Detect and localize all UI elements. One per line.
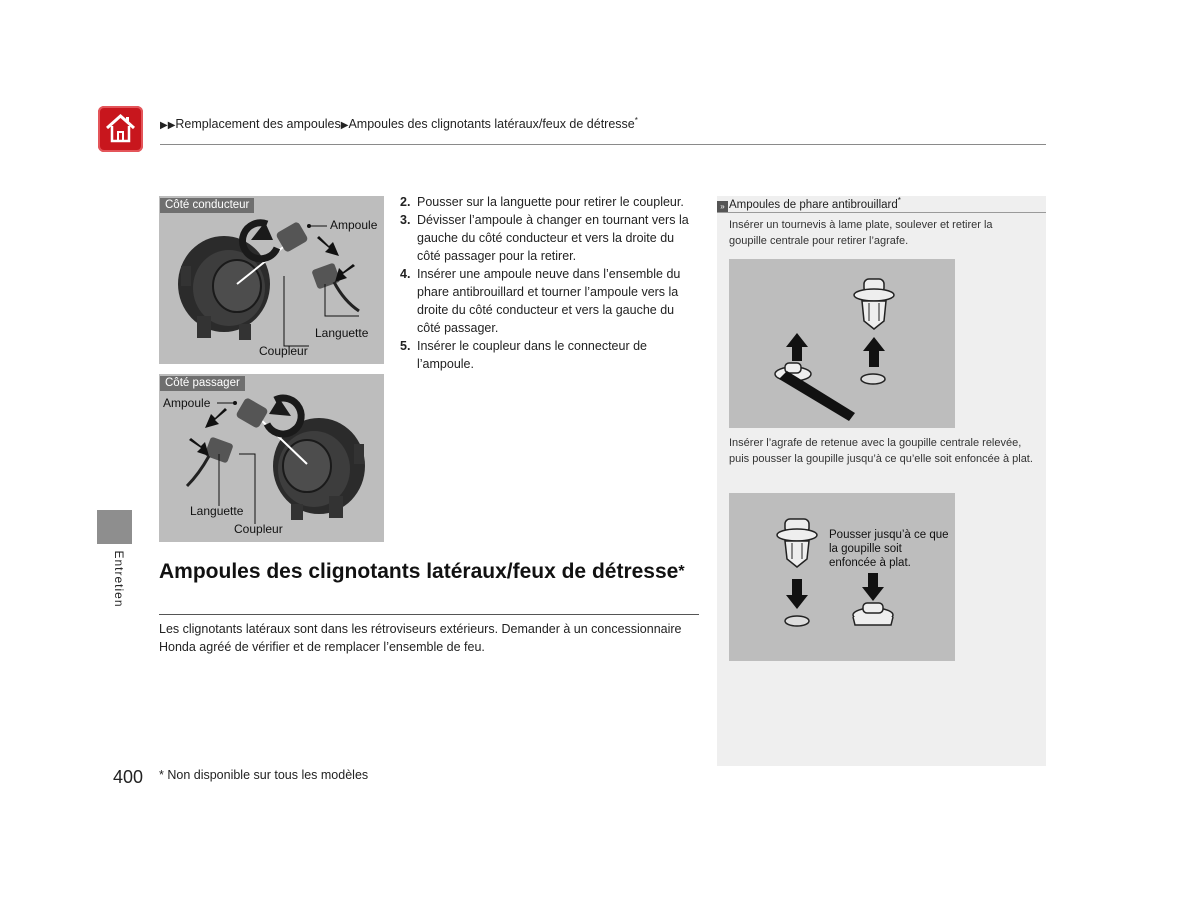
section-divider xyxy=(159,614,699,615)
figure-tag: Côté passager xyxy=(160,376,245,391)
step-item: 3. Dévisser l’ampoule à changer en tournant vers la gauche du côté conducteur et vers la droite du côté passager pour la retirer. xyxy=(400,213,689,263)
section-body: Les clignotants latéraux sont dans les rétroviseurs extérieurs. Demander à un concessionnaire Honda agréé de vérifier et de remplacer l’ensemble de feu. xyxy=(159,622,682,654)
figure-tag: Côté conducteur xyxy=(160,198,254,213)
page-number: 400 xyxy=(113,767,144,787)
push-instruction-label: Pousser jusqu’à ce que la goupille soit enfoncée à plat. xyxy=(829,529,949,569)
clip-insertion-illustration xyxy=(729,493,955,661)
label-bulb: Ampoule xyxy=(330,218,378,232)
breadcrumb-level1[interactable]: Remplacement des ampoules xyxy=(175,117,341,132)
breadcrumb-arrow-icon: ▶ xyxy=(340,120,349,132)
chapter-label: Entretien xyxy=(112,550,126,608)
info-text-remove-clip: Insérer un tournevis à lame plate, soulever et retirer la goupille centrale pour retirer l’agrafe. xyxy=(729,219,993,247)
step-item: 5. Insérer le coupleur dans le connecteur de l’ampoule. xyxy=(400,339,648,371)
home-icon xyxy=(103,111,138,146)
clip-removal-illustration xyxy=(729,259,955,428)
procedure-steps xyxy=(400,193,698,373)
clip-removal-figure xyxy=(729,259,955,428)
section-title: Ampoules des clignotants latéraux/feux de détresse* xyxy=(159,560,685,583)
header-divider xyxy=(160,144,1046,145)
label-coupler: Coupleur xyxy=(234,522,283,536)
info-text-insert-clip: Insérer l’agrafe de retenue avec la goupille centrale relevée, puis pousser la goupille jusqu’à ce qu’elle soit enfoncée à plat. xyxy=(729,437,1033,465)
breadcrumb xyxy=(160,116,638,131)
label-coupler: Coupleur xyxy=(259,344,308,358)
breadcrumb-arrow-icon: ▶▶ xyxy=(160,120,176,132)
footnote: * Non disponible sur tous les modèles xyxy=(159,768,369,782)
chapter-tab[interactable] xyxy=(97,510,132,544)
label-bulb: Ampoule xyxy=(163,396,211,410)
step-item: 4. Insérer une ampoule neuve dans l’ensemble du phare antibrouillard et tourner l’ampoule vers la droite du côté conducteur et vers la gauche du côté passager. xyxy=(400,267,681,335)
info-panel-heading: » Ampoules de phare antibrouillard* xyxy=(717,196,1046,213)
label-tab: Languette xyxy=(190,504,244,518)
home-button[interactable] xyxy=(98,106,143,152)
clip-insertion-figure xyxy=(729,493,955,661)
driver-side-figure xyxy=(159,196,384,364)
breadcrumb-level2[interactable]: Ampoules des clignotants latéraux/feux de détresse xyxy=(348,117,635,132)
breadcrumb-asterisk: * xyxy=(634,116,638,125)
step-item: 2. Pousser sur la languette pour retirer le coupleur. xyxy=(400,195,684,209)
reference-mark-icon: » xyxy=(717,201,728,212)
label-tab: Languette xyxy=(315,326,369,340)
passenger-side-figure xyxy=(159,374,384,542)
